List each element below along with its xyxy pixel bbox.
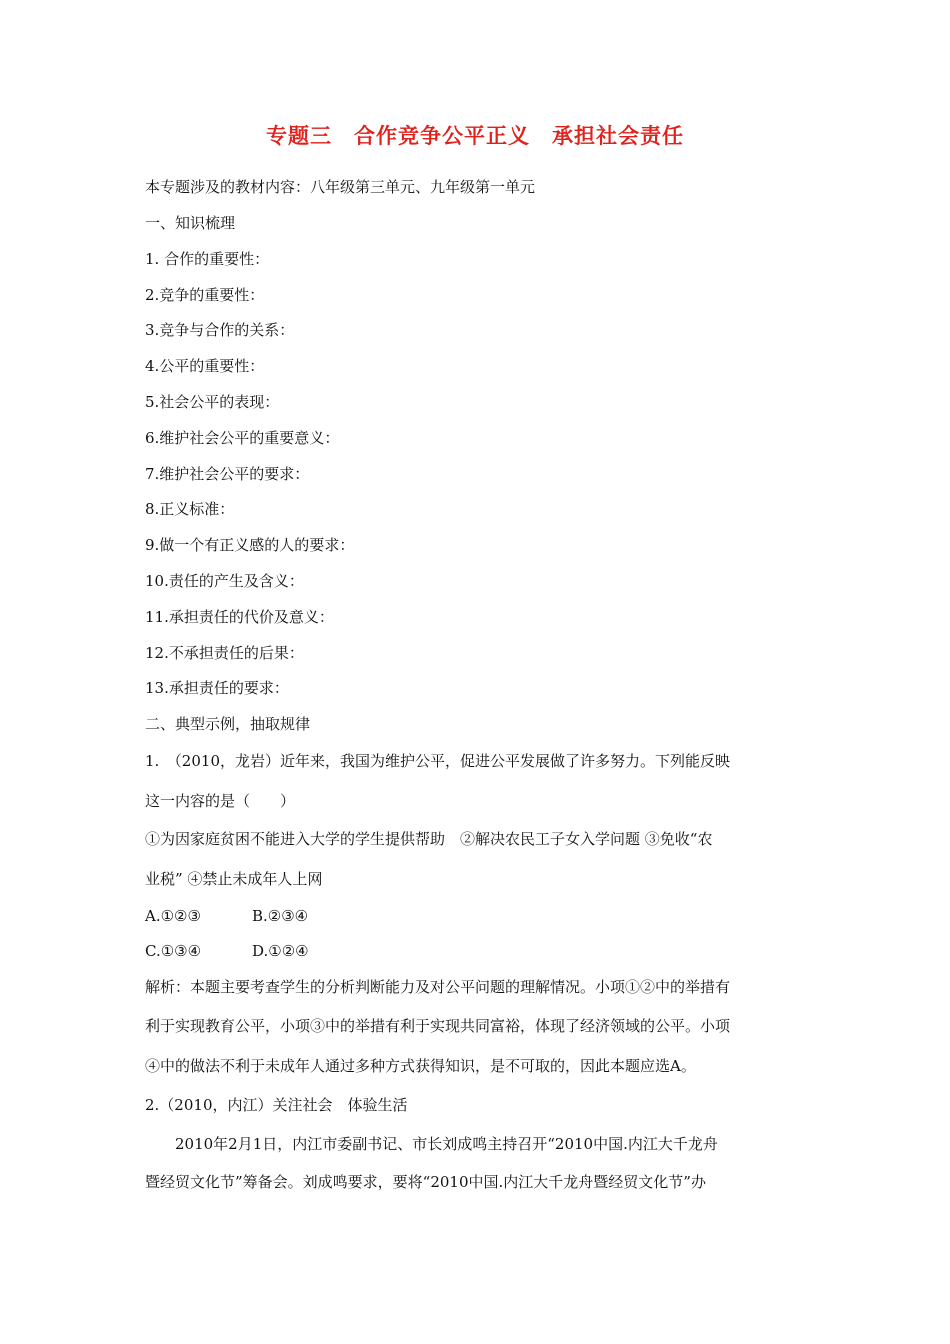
knowledge-item: 6.维护社会公平的重要意义：: [145, 429, 340, 447]
knowledge-item: 13.承担责任的要求：: [145, 679, 289, 697]
section2-heading: 二、典型示例，抽取规律: [145, 715, 311, 733]
question1-options-cont: 业税” ④禁止未成年人上网: [145, 870, 323, 888]
question2-paragraph-cont: 暨经贸文化节”筹备会。刘成鸣要求，要将“2010中国.内江大千龙舟暨经贸文化节”办: [145, 1173, 706, 1191]
choice-b: B.②③④: [252, 907, 309, 925]
knowledge-item: 8.正义标准：: [145, 500, 235, 518]
question1-options: ①为因家庭贫困不能进入大学的学生提供帮助 ②解决农民工子女入学问题 ③免收“农: [145, 830, 713, 848]
question2-paragraph: 2010年2月1日，内江市委副书记、市长刘成鸣主持召开“2010中国.内江大千龙舟: [175, 1135, 718, 1153]
question1-stem: 1. （2010，龙岩）近年来，我国为维护公平，促进公平发展做了许多努力。下列能反映: [145, 752, 730, 770]
analysis-line: 解析：本题主要考查学生的分析判断能力及对公平问题的理解情况。小项①②中的举措有: [145, 978, 731, 996]
choice-a: A.①②③: [145, 907, 201, 925]
analysis-line: ④中的做法不利于未成年人通过多种方式获得知识，是不可取的，因此本题应选A。: [145, 1057, 696, 1075]
knowledge-item: 1. 合作的重要性：: [145, 250, 270, 268]
knowledge-item: 4.公平的重要性：: [145, 357, 265, 375]
knowledge-item: 9.做一个有正义感的人的要求：: [145, 536, 355, 554]
knowledge-item: 7.维护社会公平的要求：: [145, 465, 310, 483]
question1-stem-cont: 这一内容的是（ ）: [145, 792, 296, 810]
knowledge-item: 12.不承担责任的后果：: [145, 644, 304, 662]
choice-d: D.①②④: [252, 942, 309, 960]
document-title: 专题三 合作竞争公平正义 承担社会责任: [266, 124, 684, 148]
section1-heading: 一、知识梳理: [145, 214, 236, 232]
analysis-line: 利于实现教育公平，小项③中的举措有利于实现共同富裕，体现了经济领域的公平。小项: [145, 1017, 731, 1035]
knowledge-item: 5.社会公平的表现：: [145, 393, 280, 411]
knowledge-item: 10.责任的产生及含义：: [145, 572, 304, 590]
knowledge-item: 3.竞争与合作的关系：: [145, 321, 295, 339]
choice-c: C.①③④: [145, 942, 202, 960]
knowledge-item: 2.竞争的重要性：: [145, 286, 265, 304]
knowledge-item: 11.承担责任的代价及意义：: [145, 608, 334, 626]
intro-text: 本专题涉及的教材内容：八年级第三单元、九年级第一单元: [145, 178, 536, 196]
question2-stem: 2.（2010，内江）关注社会 体验生活: [145, 1096, 408, 1114]
